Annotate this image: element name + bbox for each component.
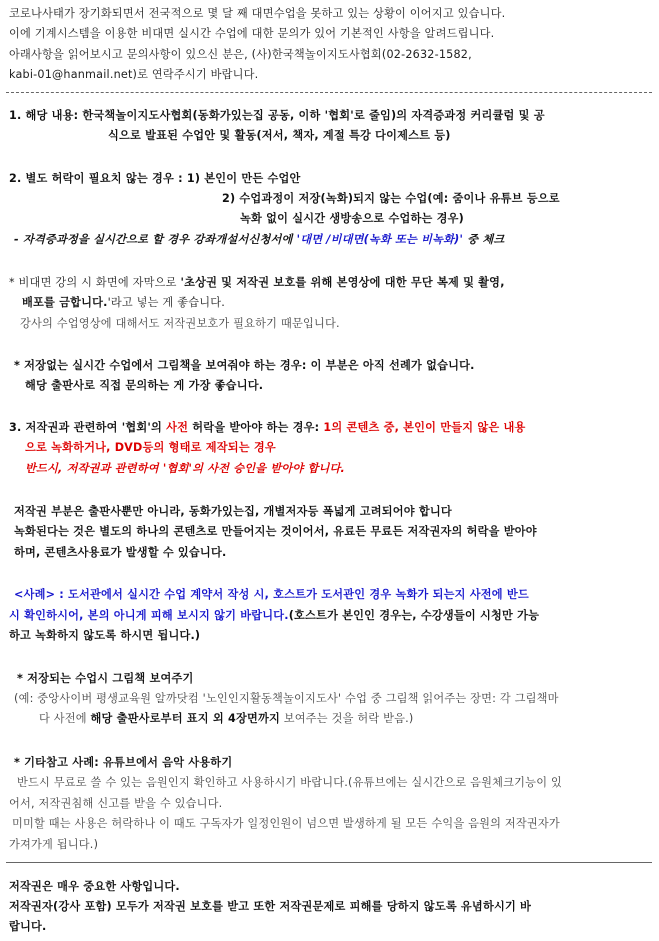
saved-picturebook-line-1: (예: 중앙사이버 평생교육원 알까닷컴 '노인인지활동책놀이지도사' 수업 중 그림책 읽어주는 장면: 각 그림책마 — [14, 692, 559, 705]
music-line-2: 어서, 저작권침해 신고를 받을 수 있습니다. — [9, 797, 223, 810]
music-line-3: 미미할 때는 사용은 허락하나 이 때도 구독자가 일정인원이 넘으면 발생하게 될 모든 수익을 음원의 저작권자가 — [12, 817, 560, 830]
nonface-line-3: 강사의 수업영상에 대해서도 저작권보호가 필요하기 때문입니다. — [20, 317, 340, 330]
section3-line-1 — [9, 421, 526, 435]
saved-picturebook-line-2 — [39, 712, 413, 726]
section3-line-1-red1: 사전 — [166, 421, 189, 434]
intro-line-3: 아래사항을 읽어보시고 문의사항이 있으신 분은, (사)한국책놀이지도사협회(02-2632-1582, — [9, 48, 472, 61]
section2-line-2: 2) 수업과정이 저장(녹화)되지 않는 수업(예: 줌이나 유튜브 등으로 — [222, 192, 560, 205]
section3-line-2: 으로 녹화하거나, DVD등의 형태로 제작되는 경우 — [25, 441, 276, 454]
section3-line-1-mid: 허락을 받아야 하는 경우: — [188, 421, 324, 434]
section1-line-1: 1. 해당 내용: 한국책놀이지도사협회(동화가있는집 공동, 이하 '협회'로 줄임)의 자격증과정 커리큘럼 및 공 — [9, 109, 545, 122]
closing-line-2: 저작권자(강사 포함) 모두가 저작권 보호를 받고 또한 저작권문제로 피해를 당하지 않도록 유념하시기 바 — [9, 900, 532, 913]
music-line-1: 반드시 무료로 쓸 수 있는 음원인지 확인하고 사용하시기 바랍니다.(유튜브에는 실시간으로 음원체크기능이 있 — [17, 776, 562, 789]
section2-note-highlight: '대면 /비대면(녹화 또는 비녹화)' — [296, 233, 464, 246]
divider-bottom — [6, 862, 652, 863]
copyright-line-2: 녹화된다는 것은 별도의 하나의 콘텐츠로 만들어지는 것이어서, 유료든 무료든 저작권자의 허락을 받아야 — [14, 525, 537, 538]
section2-note — [14, 233, 504, 247]
picturebook-line-1: * 저장없는 실시간 수업에서 그림책을 보여줘야 하는 경우: 이 부분은 아직 선례가 없습니다. — [14, 359, 475, 372]
section2-note-suffix: 중 체크 — [463, 233, 505, 246]
nonface-line-1 — [9, 276, 505, 290]
music-title: * 기타참고 사례: 유튜브에서 음악 사용하기 — [14, 756, 233, 769]
section2-note-prefix: - 자격증과정을 실시간으로 할 경우 강좌개설서신청서에 — [14, 233, 297, 246]
copyright-line-3: 하며, 콘텐츠사용료가 발생할 수 있습니다. — [14, 546, 227, 559]
saved-picturebook-title: * 저장되는 수업시 그림책 보여주기 — [17, 672, 194, 685]
case-line-3: 하고 녹화하지 않도록 하시면 됩니다.) — [9, 629, 201, 642]
picturebook-line-2: 해당 출판사로 직접 문의하는 게 가장 좋습니다. — [25, 379, 264, 392]
closing-line-3: 랍니다. — [9, 920, 47, 933]
intro-line-4: kabi-01@hanmail.net)로 연락주시기 바랍니다. — [9, 68, 259, 81]
intro-line-1: 코로나사태가 장기화되면서 전국적으로 몇 달 째 대면수업을 못하고 있는 상황이 이어지고 있습니다. — [9, 7, 506, 20]
section1-line-2: 식으로 발표된 수업안 및 활동(저서, 책자, 계절 특강 다이제스트 등) — [108, 129, 451, 142]
section3-line-1-red2: 1의 콘텐츠 중, 본인이 만들지 않은 내용 — [323, 421, 526, 434]
nonface-line-1-bold: '초상권 및 저작권 보호를 위해 본영상에 대한 무단 복제 및 촬영, — [180, 276, 505, 289]
section3-line-3: 반드시, 저작권과 관련하여 '협회'의 사전 승인을 받아야 합니다. — [25, 462, 345, 475]
nonface-line-1-prefix: * 비대면 강의 시 화면에 자막으로 — [9, 276, 181, 289]
saved-picturebook-line-2-prefix: 다 사전에 — [39, 712, 91, 725]
intro-line-2: 이에 기계시스템을 이용한 비대면 실시간 수업에 대한 문의가 있어 기본적인 사항을 알려드립니다. — [9, 27, 495, 40]
nonface-line-2-rest: '라고 넣는 게 좋습니다. — [107, 296, 225, 309]
section2-line-1: 2. 별도 허락이 필요치 않는 경우 : 1) 본인이 만든 수업안 — [9, 172, 301, 185]
section3-line-1-prefix: 3. 저작권과 관련하여 '협회'의 — [9, 421, 167, 434]
nonface-line-2-bold: 배포를 금합니다. — [22, 296, 108, 309]
case-line-1: <사례> : 도서관에서 실시간 수업 계약서 작성 시, 호스트가 도서관인 경우 녹화가 되는지 사전에 반드 — [14, 588, 529, 601]
saved-picturebook-line-2-suffix: 보여주는 것을 허락 받음.) — [280, 712, 414, 725]
divider-top — [6, 92, 652, 93]
case-line-2-blue: 시 확인하시어, 본의 아니게 피해 보시지 않기 바랍니다. — [9, 609, 289, 622]
music-line-4: 가져가게 됩니다.) — [9, 838, 99, 851]
case-line-2 — [9, 609, 539, 623]
section2-line-3: 녹화 없이 실시간 생방송으로 수업하는 경우) — [240, 212, 464, 225]
nonface-line-2 — [22, 296, 225, 310]
case-line-2-black: (호스트가 본인인 경우는, 수강생들이 시청만 가능 — [288, 609, 540, 622]
saved-picturebook-line-2-bold: 해당 출판사로부터 표지 외 4장면까지 — [90, 712, 281, 725]
copyright-line-1: 저작권 부분은 출판사뿐만 아니라, 동화가있는집, 개별저자등 폭넓게 고려되어야 합니다 — [14, 505, 452, 518]
closing-line-1: 저작권은 매우 중요한 사항입니다. — [9, 880, 180, 893]
